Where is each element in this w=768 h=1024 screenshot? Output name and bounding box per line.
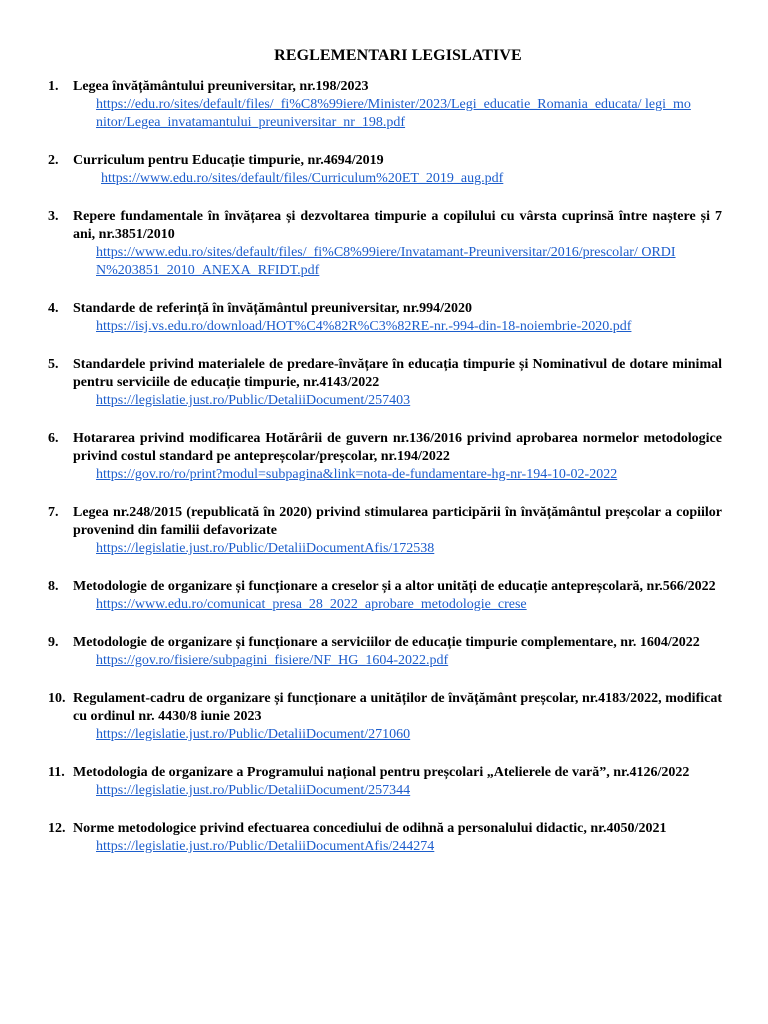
item-number: 4.	[48, 301, 59, 316]
item-number: 2.	[48, 153, 59, 168]
item-title: Legea învățământului preuniversitar, nr.198/2023	[73, 79, 369, 94]
item-link[interactable]: https://gov.ro/ro/print?modul=subpagina&link=nota-de-fundamentare-hg-nr-194-10-02-2022	[96, 467, 618, 482]
item-link[interactable]: https://legislatie.just.ro/Public/DetaliiDocumentAfis/172538	[96, 541, 435, 556]
item-link[interactable]: https://legislatie.just.ro/Public/DetaliiDocumentAfis/244274	[96, 839, 435, 854]
regulations-list	[48, 78, 722, 876]
item-title: Standardele privind materialele de predare-învățare în educația timpurie și Nominativul de dotare minimal pentru serviciile de educație timpurie, nr.4143/2022	[73, 357, 722, 390]
list-item	[48, 300, 722, 336]
item-link[interactable]: https://www.edu.ro/comunicat_presa_28_2022_aprobare_metodologie_crese	[96, 597, 527, 612]
item-title: Standarde de referință în învățământul preuniversitar, nr.994/2020	[73, 301, 473, 316]
list-item	[48, 578, 722, 614]
item-link[interactable]: https://legislatie.just.ro/Public/DetaliiDocument/257344	[96, 783, 411, 798]
item-link[interactable]: https://edu.ro/sites/default/files/_fi%C8%99iere/Minister/2023/Legi_educatie_Romania_educata/ legi_monitor/Legea_invatamantului_preuniversitar_nr_198.pdf	[96, 97, 691, 130]
list-item	[48, 504, 722, 558]
document-title: REGLEMENTARI LEGISLATIVE	[274, 47, 522, 64]
item-title: Metodologie de organizare și funcționare a creselor și a altor unități de educație antepreșcolară, nr.566/2022	[73, 579, 716, 594]
item-link[interactable]: https://legislatie.just.ro/Public/DetaliiDocument/271060	[96, 727, 411, 742]
list-item	[48, 634, 722, 670]
item-title: Regulament-cadru de organizare și funcționare a unităților de învățământ preșcolar, nr.4183/2022, modificat cu ordinul nr. 4430/8 iunie 2023	[73, 691, 722, 724]
item-title: Norme metodologice privind efectuarea concediului de odihnă a personalului didactic, nr.4050/2021	[73, 821, 667, 836]
item-link[interactable]: https://isj.vs.edu.ro/download/HOT%C4%82R%C3%82RE-nr.-994-din-18-noiembrie-2020.pdf	[96, 319, 632, 334]
item-title: Hotararea privind modificarea Hotărârii de guvern nr.136/2016 privind aprobarea normelor metodologice privind costul standard pe antepreșcolar/preșcolar, nr.194/2022	[73, 431, 722, 464]
item-number: 10.	[48, 691, 66, 706]
item-title: Metodologie de organizare și funcționare a serviciilor de educație timpurie complementare, nr. 1604/2022	[73, 635, 700, 650]
list-item	[48, 78, 722, 132]
list-item	[48, 208, 722, 280]
item-number: 6.	[48, 431, 59, 446]
list-item	[48, 356, 722, 410]
item-link[interactable]: https://legislatie.just.ro/Public/DetaliiDocument/257403	[96, 393, 411, 408]
item-number: 1.	[48, 79, 59, 94]
item-title: Repere fundamentale în învățarea și dezvoltarea timpurie a copilului cu vârsta cuprinsă între naștere și 7 ani, nr.3851/2010	[73, 209, 722, 242]
list-item	[48, 820, 722, 856]
item-link[interactable]: https://gov.ro/fisiere/subpagini_fisiere/NF_HG_1604-2022.pdf	[96, 653, 449, 668]
item-title: Legea nr.248/2015 (republicată în 2020) privind stimularea participării în învățământul preșcolar a copiilor provenind din familii defavorizate	[73, 505, 722, 538]
list-item	[48, 430, 722, 484]
list-item	[48, 764, 722, 800]
item-number: 8.	[48, 579, 59, 594]
item-number: 11.	[48, 765, 65, 780]
list-item	[48, 152, 722, 188]
item-number: 9.	[48, 635, 59, 650]
item-number: 3.	[48, 209, 59, 224]
item-link[interactable]: https://www.edu.ro/sites/default/files/Curriculum%20ET_2019_aug.pdf	[101, 171, 504, 186]
list-item	[48, 690, 722, 744]
item-number: 12.	[48, 821, 66, 836]
item-link[interactable]: https://www.edu.ro/sites/default/files/_fi%C8%99iere/Invatamant-Preuniversitar/2016/prescolar/ ORDIN%203851_2010_ANEXA_RFIDT.pdf	[96, 245, 676, 278]
item-title: Curriculum pentru Educație timpurie, nr.4694/2019	[73, 153, 384, 168]
item-title: Metodologia de organizare a Programului național pentru preșcolari „Atelierele de vară”, nr.4126/2022	[73, 765, 690, 780]
item-number: 5.	[48, 357, 59, 372]
item-number: 7.	[48, 505, 59, 520]
